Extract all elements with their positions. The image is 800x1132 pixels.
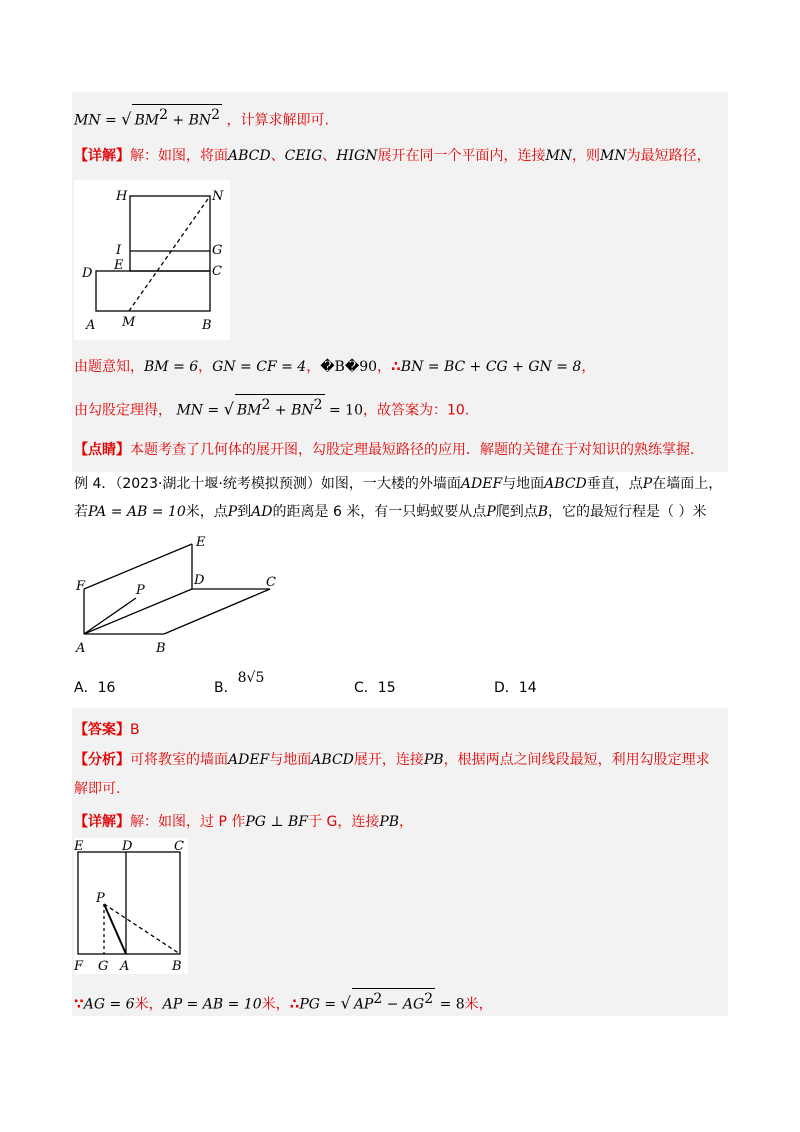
segment-pa [104,904,126,954]
figure-unfolded-wall-box [74,838,188,974]
pyth-line: 由勾股定理得， MN = √ $BM^2 + BN^2 = 10$，故答案为：10. [74,394,469,421]
option-c[interactable]: C．15 [354,680,396,696]
label-n: N [212,189,224,204]
label-b: B [172,959,182,974]
edge-bc [164,589,270,634]
detail-line-1: 【详解】解：如图，将面ABCD、CEIG、HIGN展开在同一个平面内，连接MN，则MN为最短路径， [74,148,711,164]
option-a[interactable]: A．16 [74,680,116,696]
label-d: D [194,573,205,588]
formula-line: MN = √ $BM^2 + BN^2$ ，计算求解即可. [74,104,329,131]
figure-building-svg [74,532,284,658]
label-d: D [122,839,133,854]
analysis-line-1: 【分析】可将教室的墙面ADEF与地面ABCD展开，连接PB，根据两点之间线段最短，利用勾股定理求 [74,752,710,768]
label-e: E [74,839,84,854]
label-c: C [174,839,184,854]
known-line: 由题意知，BM = 6，GN = CF = 4，�B�90，∴BN = BC + CG + GN = 8， [74,359,596,375]
figure-unfolded-wall-svg [74,838,188,974]
label-a: A [76,641,86,656]
path-mn [129,196,210,311]
outer-rect [78,852,180,954]
face-higN [130,196,210,271]
label-b: B [156,641,166,656]
label-a: A [120,959,130,974]
detail-line-2: 【详解】解：如图，过 P 作PG ⊥ BF于 G，连接PB， [74,814,414,830]
label-m: M [122,315,136,330]
option-d[interactable]: D．14 [494,680,537,696]
label-f: F [74,959,84,974]
comment-line: 【点睛】本题考查了几何体的展开图，勾股定理最短路径的应用．解题的关键在于对知识的熟练掌握． [74,442,704,458]
formula-note: ，计算求解即可. [226,112,329,129]
analysis-line-2: 解即可. [74,781,121,797]
figure-unfolded-svg [74,180,230,340]
question-line-1: 例 4．（2023·湖北十堰·统考模拟预测）如图，一大楼的外墙面ADEF与地面ABCD垂直，点P在墙面上， [74,476,723,492]
label-g: G [98,959,109,974]
question-line-2: 若PA = AB = 10米，点P到AD的距离是 6 米，有一只蚂蚁要从点P爬到点B，它的最短行程是（ ）米 [74,504,707,520]
label-p: P [96,891,105,906]
answer-line: 【答案】B [74,722,140,738]
label-d: D [82,266,93,281]
label-f: F [76,579,86,594]
label-a: A [86,318,96,333]
detail-tag: 【详解】 [74,148,130,164]
label-p: P [136,583,145,598]
label-e: E [196,535,206,550]
label-h: H [116,189,128,204]
label-e: E [114,258,124,273]
label-c: C [266,575,276,590]
face-abcd [96,271,210,311]
figure-unfolded-box [74,180,230,340]
label-g: G [212,243,223,258]
label-b: B [202,318,212,333]
label-c: C [212,264,222,279]
label-i: I [116,243,122,258]
result-line: ∵AG = 6米，AP = AB = 10米，∴PG = √ $AP^2 - AG^2 = 8$米， [74,988,493,1015]
option-b[interactable]: B．8√5 [214,670,265,696]
figure-building-box [74,532,284,658]
answer-text: ，故答案为：10. [363,402,470,419]
